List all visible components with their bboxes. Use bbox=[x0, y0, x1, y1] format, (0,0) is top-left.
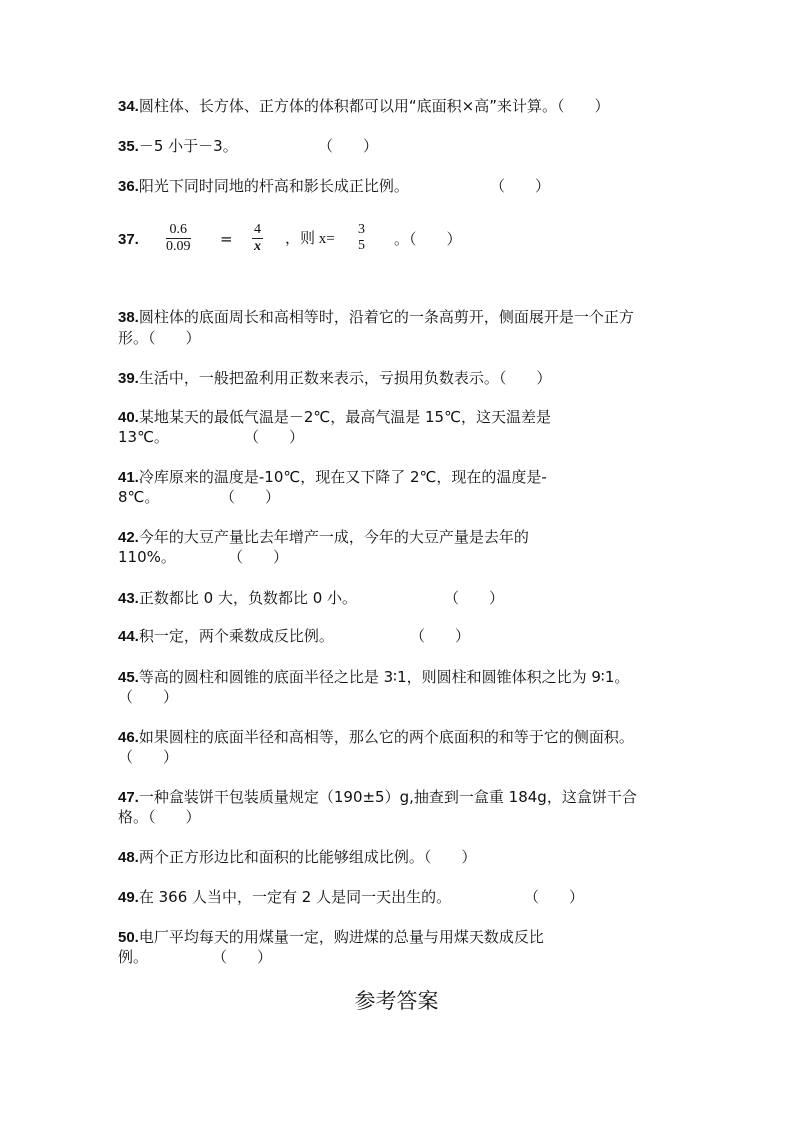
question-number: 45. bbox=[118, 669, 139, 686]
question-text-line1: 如果圆柱的底面半径和高相等，那么它的两个底面积的和等于它的侧面积。 bbox=[138, 728, 634, 746]
question-number: 41. bbox=[118, 469, 139, 486]
question-text: ，则 x= bbox=[285, 231, 335, 247]
answer-paren: 。（ ） bbox=[394, 230, 462, 248]
question-37 bbox=[118, 229, 139, 250]
question-text: 两个正方形边比和面积的比能够组成比例。（ ） bbox=[138, 848, 477, 866]
question-text-line1: 一种盒装饼干包装质量规定（190±5）g,抽查到一盒重 184g，这盒饼干合 bbox=[138, 788, 637, 806]
question-47 bbox=[118, 787, 637, 808]
question-36 bbox=[118, 176, 409, 197]
question-text-line1: 圆柱体的底面周长和高相等时，沿着它的一条高剪开，侧面展开是一个正方 bbox=[138, 308, 634, 326]
question-text-line1: 电厂平均每天的用煤量一定，购进煤的总量与用煤天数成反比 bbox=[138, 928, 544, 946]
question-number: 44. bbox=[118, 628, 139, 645]
answer-paren: （ ） bbox=[228, 548, 289, 566]
question-text: 圆柱体、长方体、正方体的体积都可以用“底面积×高”来计算。 bbox=[138, 97, 557, 115]
answer-paren: （ ） bbox=[118, 688, 179, 706]
question-48 bbox=[118, 847, 476, 868]
fraction-denominator: 5 bbox=[358, 238, 365, 253]
question-text-line1: 今年的大豆产量比去年增产一成，今年的大豆产量是去年的 bbox=[138, 528, 529, 546]
question-text-line2: 形。（ ） bbox=[118, 329, 201, 347]
question-50 bbox=[118, 927, 544, 948]
fraction-numerator: 0.6 bbox=[166, 222, 191, 239]
question-number: 47. bbox=[118, 789, 139, 806]
question-text-line2: 例。 bbox=[118, 948, 149, 966]
question-39 bbox=[118, 368, 551, 389]
question-number: 34. bbox=[118, 98, 139, 115]
answer-paren: （ ） bbox=[410, 627, 471, 645]
question-text: 生活中，一般把盈利用正数来表示，亏损用负数表示。（ ） bbox=[138, 369, 552, 387]
question-42 bbox=[118, 527, 529, 548]
question-text-line2: 13℃。 bbox=[118, 428, 169, 446]
question-text-line2: 8℃。 bbox=[118, 488, 160, 506]
question-text: 正数都比 0 大，负数都比 0 小。 bbox=[138, 589, 358, 607]
fraction-answer bbox=[356, 222, 367, 254]
question-number: 37. bbox=[118, 231, 139, 248]
question-43 bbox=[118, 588, 357, 609]
question-number: 38. bbox=[118, 309, 139, 326]
answer-paren: （ ） bbox=[490, 177, 551, 195]
question-number: 50. bbox=[118, 929, 139, 946]
answer-paren: （ ） bbox=[118, 748, 179, 766]
answer-paren: （ ） bbox=[524, 888, 585, 906]
fraction-numerator: 3 bbox=[358, 222, 365, 237]
question-number: 36. bbox=[118, 178, 139, 195]
question-number: 35. bbox=[118, 138, 139, 155]
question-number: 40. bbox=[118, 409, 139, 426]
question-text-line1: 冷库原来的温度是-10℃，现在又下降了 2℃，现在的温度是- bbox=[138, 468, 547, 486]
question-34 bbox=[118, 96, 610, 117]
question-46 bbox=[118, 727, 634, 748]
answer-paren: （ ） bbox=[556, 97, 610, 115]
question-number: 48. bbox=[118, 849, 139, 866]
fraction-numerator: 4 bbox=[254, 222, 261, 237]
question-text-line2: 格。（ ） bbox=[118, 808, 201, 826]
question-49 bbox=[118, 887, 451, 908]
fraction-right bbox=[252, 222, 263, 255]
answer-paren: （ ） bbox=[444, 589, 505, 607]
answer-paren: （ ） bbox=[318, 137, 379, 155]
answer-section-title: 参考答案 bbox=[354, 989, 439, 1013]
question-number: 39. bbox=[118, 370, 139, 387]
question-40 bbox=[118, 407, 551, 428]
question-45 bbox=[118, 667, 629, 688]
fraction-left bbox=[166, 222, 191, 255]
question-text-line2: 110%。 bbox=[118, 548, 176, 566]
answer-paren: （ ） bbox=[244, 428, 305, 446]
question-text: 积一定，两个乘数成反比例。 bbox=[138, 627, 334, 645]
question-text: －5 小于－3。 bbox=[138, 137, 238, 155]
question-41 bbox=[118, 467, 547, 488]
question-text-line1: 等高的圆柱和圆锥的底面半径之比是 3∶1，则圆柱和圆锥体积之比为 9∶1。 bbox=[138, 668, 630, 686]
question-number: 42. bbox=[118, 529, 139, 546]
question-number: 46. bbox=[118, 729, 139, 746]
equals-sign: = bbox=[220, 230, 233, 248]
question-44 bbox=[118, 626, 334, 647]
answer-paren: （ ） bbox=[212, 948, 273, 966]
fraction-denominator: x bbox=[254, 239, 261, 254]
question-text: 阳光下同时同地的杆高和影长成正比例。 bbox=[138, 177, 409, 195]
question-text-line1: 某地某天的最低气温是－2℃，最高气温是 15℃，这天温差是 bbox=[138, 408, 551, 426]
question-number: 49. bbox=[118, 889, 139, 906]
question-number: 43. bbox=[118, 590, 139, 607]
fraction-denominator: 0.09 bbox=[166, 239, 191, 254]
question-38 bbox=[118, 307, 634, 328]
answer-paren: （ ） bbox=[220, 488, 281, 506]
question-35 bbox=[118, 136, 238, 157]
question-text: 在 366 人当中，一定有 2 人是同一天出生的。 bbox=[138, 888, 452, 906]
